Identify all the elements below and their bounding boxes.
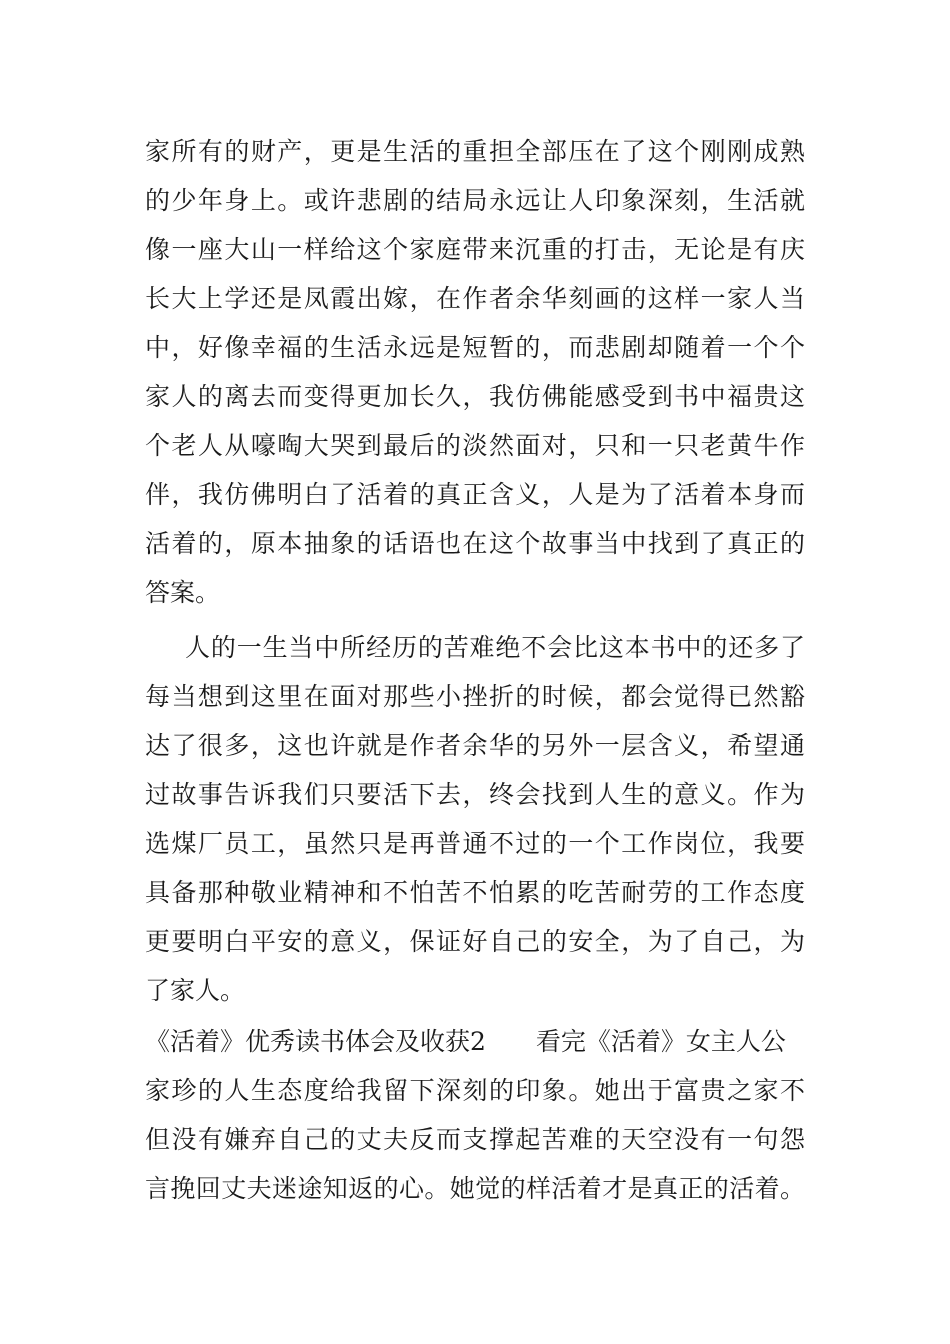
section-first-line: 看完《活着》女主人公 — [535, 1027, 786, 1056]
paragraph-1-line-6: 家人的离去而变得更加长久，我仿佛能感受到书中福贵这 — [145, 382, 805, 411]
paragraph-3-line-1: 家珍的人生态度给我留下深刻的印象。她出于富贵之家不 — [145, 1076, 805, 1105]
paragraph-1-line-1: 家所有的财产，更是生活的重担全部压在了这个刚刚成熟 — [145, 137, 805, 166]
paragraph-1-line-7: 个老人从嚎啕大哭到最后的淡然面对，只和一只老黄牛作 — [145, 431, 805, 460]
paragraph-1-line-5: 中，好像幸福的生活永远是短暂的，而悲剧却随着一个个 — [145, 333, 805, 362]
paragraph-2-line-2: 每当想到这里在面对那些小挫折的时候，都会觉得已然豁 — [145, 682, 805, 711]
section-heading-line — [145, 1022, 805, 1062]
paragraph-1-line-4: 长大上学还是凤霞出嫁，在作者余华刻画的这样一家人当 — [145, 284, 805, 313]
section-title: 《活着》优秀读书体会及收获2 — [145, 1027, 486, 1056]
paragraph-1-line-3: 像一座大山一样给这个家庭带来沉重的打击，无论是有庆 — [145, 235, 805, 264]
paragraph-1-line-9: 活着的，原本抽象的话语也在这个故事当中找到了真正的 — [145, 529, 805, 558]
paragraph-2-line-5: 选煤厂员工，虽然只是再普通不过的一个工作岗位，我要 — [145, 829, 805, 858]
paragraph-2-line-6: 具备那种敬业精神和不怕苦不怕累的吃苦耐劳的工作态度 — [145, 878, 805, 907]
paragraph-2-line-1: 人的一生当中所经历的苦难绝不会比这本书中的还多了 — [185, 633, 805, 662]
paragraph-2-line-3: 达了很多，这也许就是作者余华的另外一层含义，希望通 — [145, 731, 805, 760]
paragraph-1-line-10: 答案。 — [145, 578, 221, 607]
paragraph-1-line-2: 的少年身上。或许悲剧的结局永远让人印象深刻，生活就 — [145, 186, 805, 215]
paragraph-2-line-4: 过故事告诉我们只要活下去，终会找到人生的意义。作为 — [145, 780, 805, 809]
paragraph-2-line-8: 了家人。 — [145, 976, 246, 1005]
paragraph-3-line-2: 但没有嫌弃自己的丈夫反而支撑起苦难的天空没有一句怨 — [145, 1125, 805, 1154]
paragraph-1-line-8: 伴，我仿佛明白了活着的真正含义，人是为了活着本身而 — [145, 480, 805, 509]
paragraph-2-line-7: 更要明白平安的意义，保证好自己的安全，为了自己，为 — [145, 927, 805, 956]
paragraph-3-line-3: 言挽回丈夫迷途知返的心。她觉的样活着才是真正的活着。 — [145, 1174, 805, 1203]
